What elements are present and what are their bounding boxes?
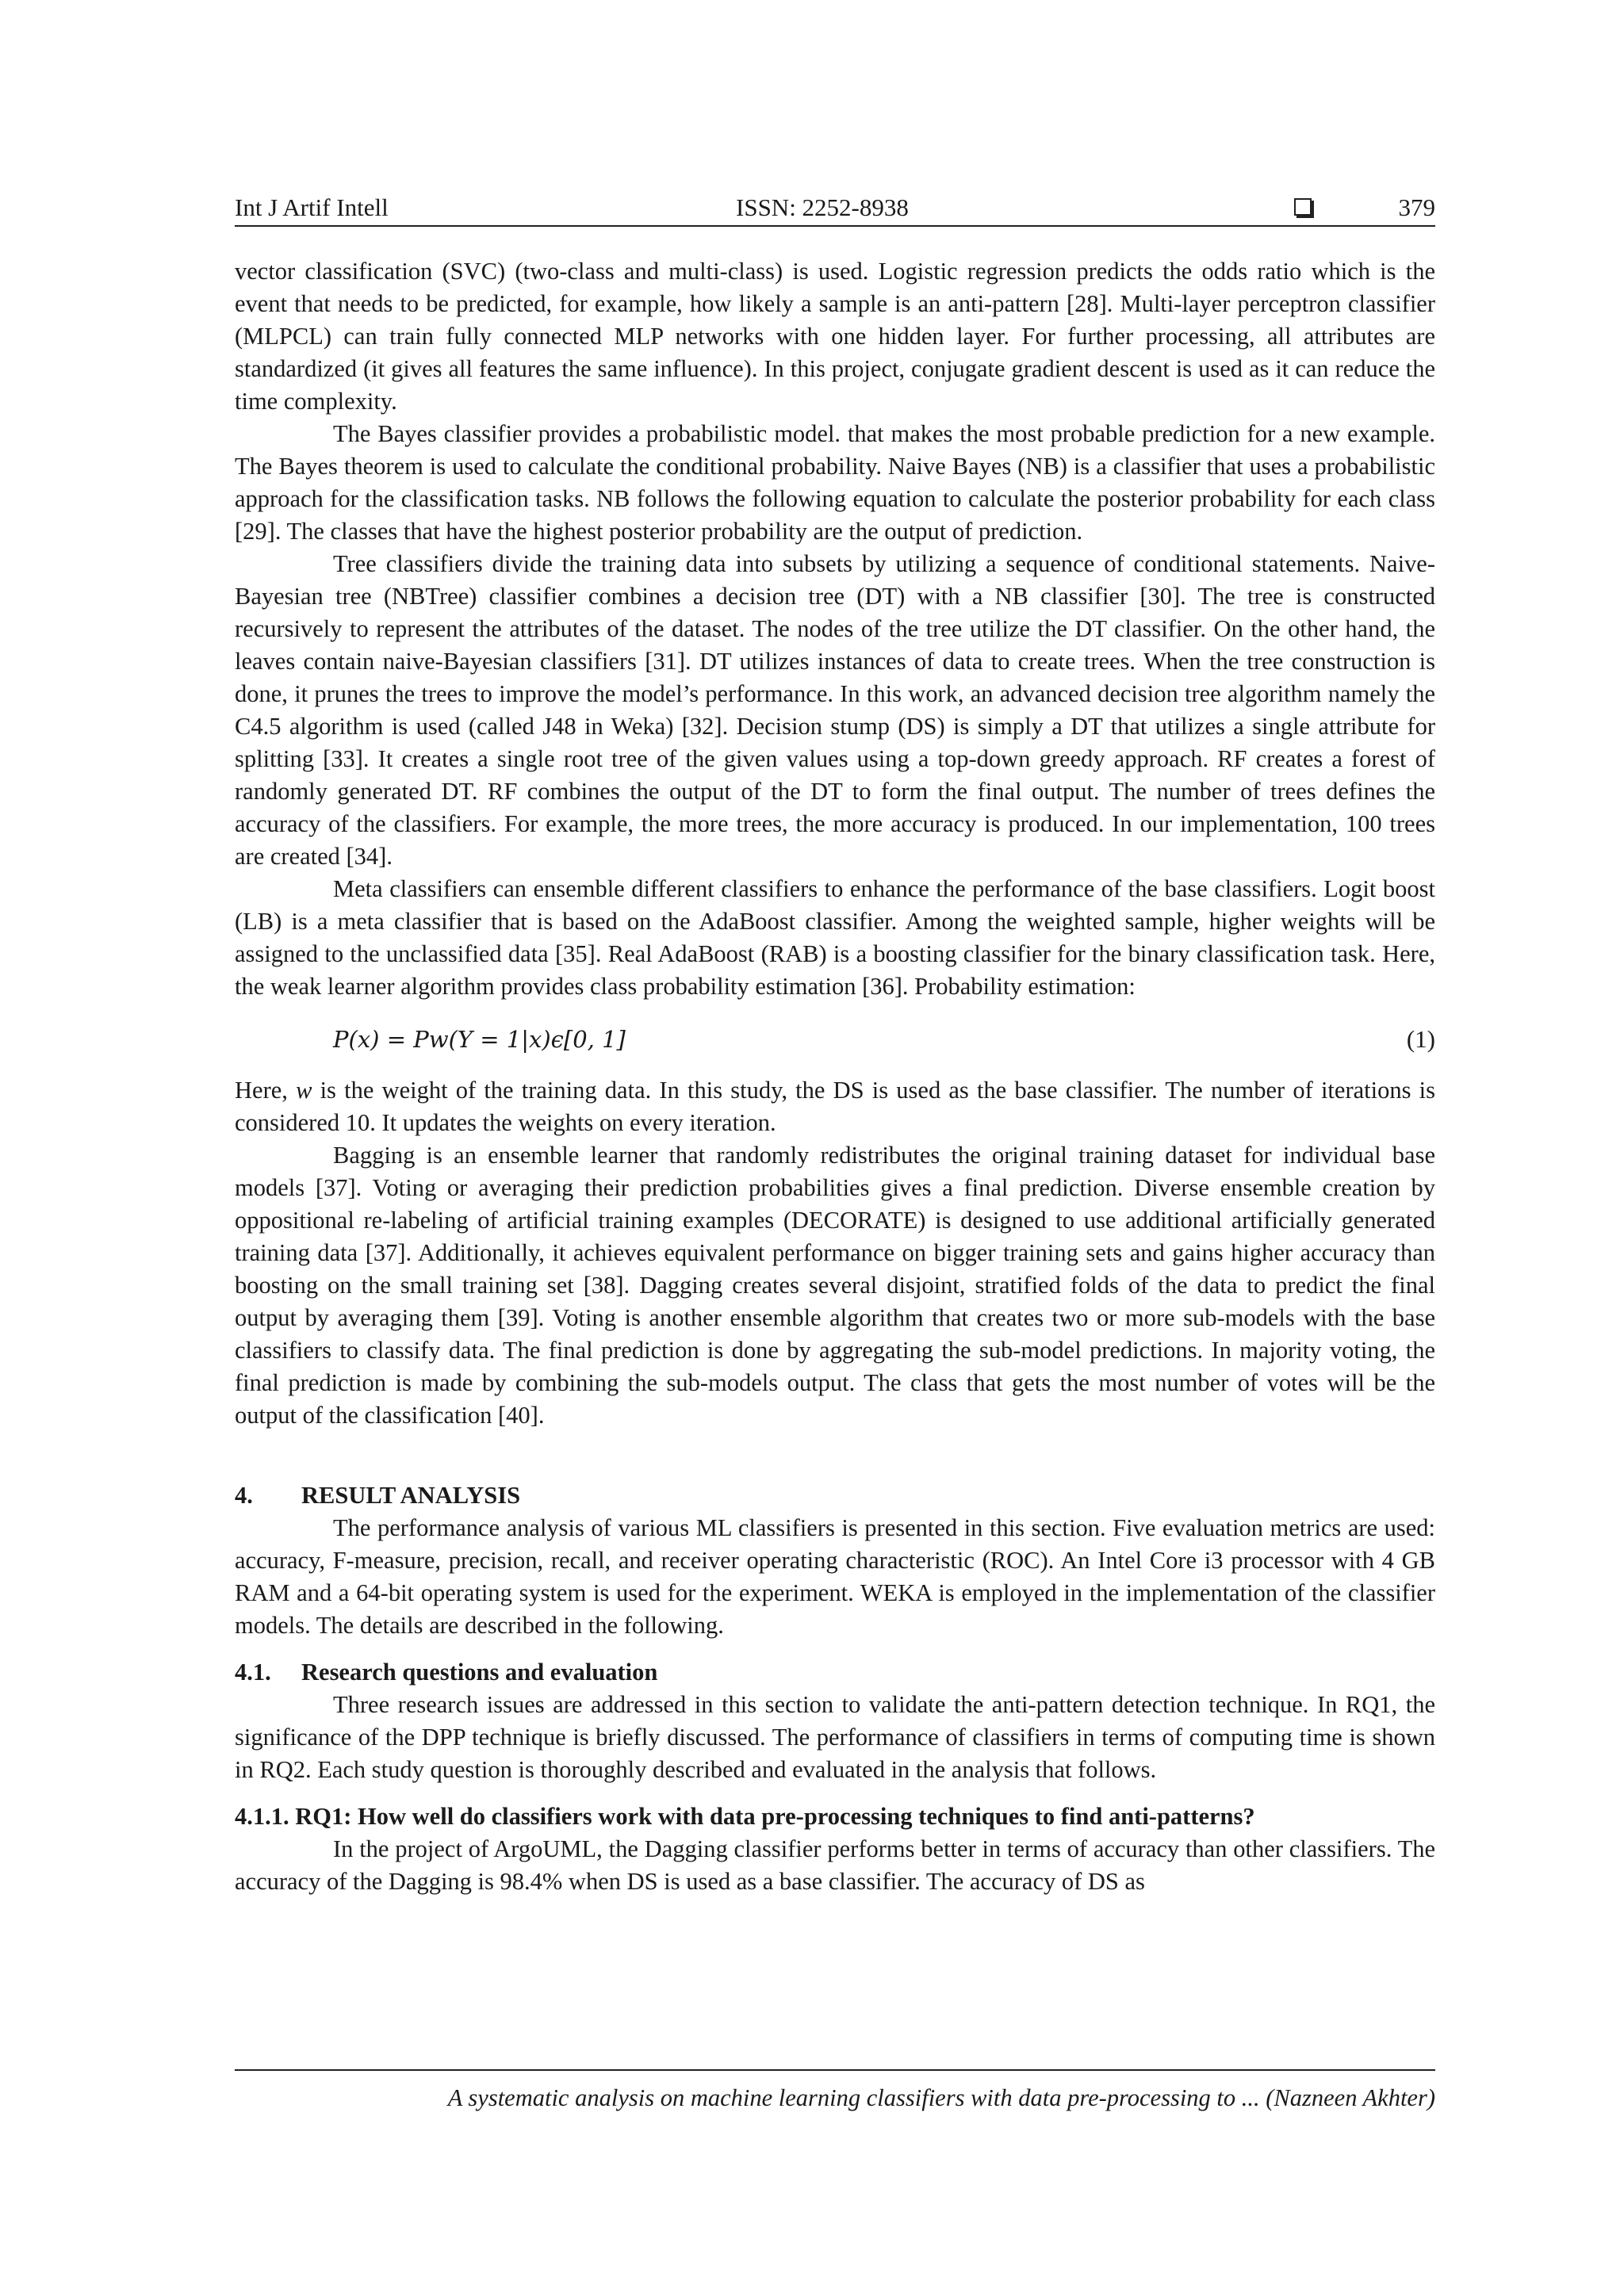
paragraph-research-questions: Three research issues are addressed in this section to validate the anti-pattern detection technique. In RQ1, the significance of the DPP technique is briefly discussed. The performance of classifiers in terms of computing time is shown in RQ2. Each study question is thoroughly described and evaluated in the analysis that follows.: [235, 1691, 1435, 1783]
equation-body: P(x) = Pw(Y = 1|x)ϵ[0, 1]: [333, 1026, 626, 1053]
section-heading-4: [235, 1479, 1435, 1512]
paragraph-svc: vector classification (SVC) (two-class and multi-class) is used. Logistic regression predicts the odds ratio which is the event that needs to be predicted, for example, how likely a sample is an anti-pattern [28]. Multi-layer perceptron classifier (MLPCL) can train fully connected MLP networks with one hidden layer. For further processing, all attributes are standardized (it gives all features the same influence). In this project, conjugate gradient descent is used as it can reduce the time complexity.: [235, 258, 1435, 415]
box-icon: [1294, 198, 1312, 216]
equation-1: [235, 1020, 1435, 1058]
issn-label: ISSN: 2252-8938: [736, 193, 909, 221]
subsection-number: 4.1.: [235, 1659, 271, 1686]
paragraph-result-analysis: The performance analysis of various ML classifiers is presented in this section. Five evaluation metrics are used: accuracy, F-measure, precision, recall, and receiver operating characteristic (ROC). An Intel Core i3 processor with 4 GB RAM and a 64-bit operating system is used for the experiment. WEKA is employed in the implementation of the classifier models. The details are described in the following.: [235, 1514, 1435, 1639]
paragraph-weight-rest: is the weight of the training data. In this study, the DS is used as the base classifier. The number of iterations is considered 10. It updates the weights on every iteration.: [235, 1077, 1435, 1136]
paper-page: [235, 0, 1435, 2296]
journal-name: Int J Artif Intell: [235, 193, 389, 221]
page-header: [235, 190, 1435, 227]
running-title: A systematic analysis on machine learning classifiers with data pre-processing to ... (Nazneen Akhter): [447, 2084, 1435, 2111]
subsection-heading-4-1: [235, 1656, 1435, 1689]
paragraph-weight: [235, 1074, 1435, 1139]
page-content: [235, 255, 1435, 1898]
subsubsection-heading-4-1-1: 4.1.1. RQ1: How well do classifiers work with data pre-processing techniques to find anti-patterns?: [235, 1803, 1255, 1830]
section-number: 4.: [235, 1482, 253, 1509]
paragraph-tree-classifiers: Tree classifiers divide the training data into subsets by utilizing a sequence of conditional statements. Naive-Bayesian tree (NBTree) classifier combines a decision tree (DT) with a NB classifier [30]. The tree is constructed recursively to represent the attributes of the dataset. The nodes of the tree utilize the DT classifier. On the other hand, the leaves contain naive-Bayesian classifiers [31]. DT utilizes instances of data to create trees. When the tree construction is done, it prunes the trees to improve the model’s performance. In this work, an advanced decision tree algorithm namely the C4.5 algorithm is used (called J48 in Weka) [32]. Decision stump (DS) is simply a DT that utilizes a single attribute for splitting [33]. It creates a single root tree of the given values using a top-down greedy approach. RF creates a forest of randomly generated DT. RF combines the output of the DT to form the final output. The number of trees defines the accuracy of the classifiers. For example, the more trees, the more accuracy is produced. In our implementation, 100 trees are created [34].: [235, 550, 1435, 870]
page-number: 379: [1398, 193, 1435, 221]
paragraph-bayes: The Bayes classifier provides a probabilistic model. that makes the most probable prediction for a new example. The Bayes theorem is used to calculate the conditional probability. Naive Bayes (NB) is a classifier that uses a probabilistic approach for the classification tasks. NB follows the following equation to calculate the posterior probability for each class [29]. The classes that have the highest posterior probability are the output of prediction.: [235, 420, 1435, 545]
page-footer: [235, 2069, 1435, 2114]
paragraph-weight-start: Here,: [235, 1077, 297, 1104]
subsection-title: Research questions and evaluation: [301, 1659, 658, 1686]
paragraph-rq1: In the project of ArgoUML, the Dagging classifier performs better in terms of accuracy than other classifiers. The accuracy of the Dagging is 98.4% when DS is used as a base classifier. The accuracy of DS as: [235, 1835, 1435, 1895]
weight-variable: w: [296, 1077, 312, 1104]
section-title: RESULT ANALYSIS: [301, 1482, 521, 1509]
paragraph-meta-classifiers: Meta classifiers can ensemble different classifiers to enhance the performance of the base classifiers. Logit boost (LB) is a meta classifier that is based on the AdaBoost classifier. Among the weighted sample, higher weights will be assigned to the unclassified data [35]. Real AdaBoost (RAB) is a boosting classifier for the binary classification task. Here, the weak learner algorithm provides class probability estimation [36]. Probability estimation:: [235, 875, 1435, 1000]
paragraph-bagging: Bagging is an ensemble learner that randomly redistributes the original training dataset for individual base models [37]. Voting or averaging their prediction probabilities gives a final prediction. Diverse ensemble creation by oppositional re-labeling of artificial training examples (DECORATE) is designed to use additional artificially generated training data [37]. Additionally, it achieves equivalent performance on bigger training sets and gains higher accuracy than boosting on the small training set [38]. Dagging creates several disjoint, stratified folds of the data to predict the final output by averaging them [39]. Voting is another ensemble algorithm that creates two or more sub-models with the base classifiers to classify data. The final prediction is done by aggregating the sub-model predictions. In majority voting, the final prediction is made by combining the sub-models output. The class that gets the most number of votes will be the output of the classification [40].: [235, 1142, 1435, 1429]
equation-number: (1): [1406, 1025, 1435, 1053]
